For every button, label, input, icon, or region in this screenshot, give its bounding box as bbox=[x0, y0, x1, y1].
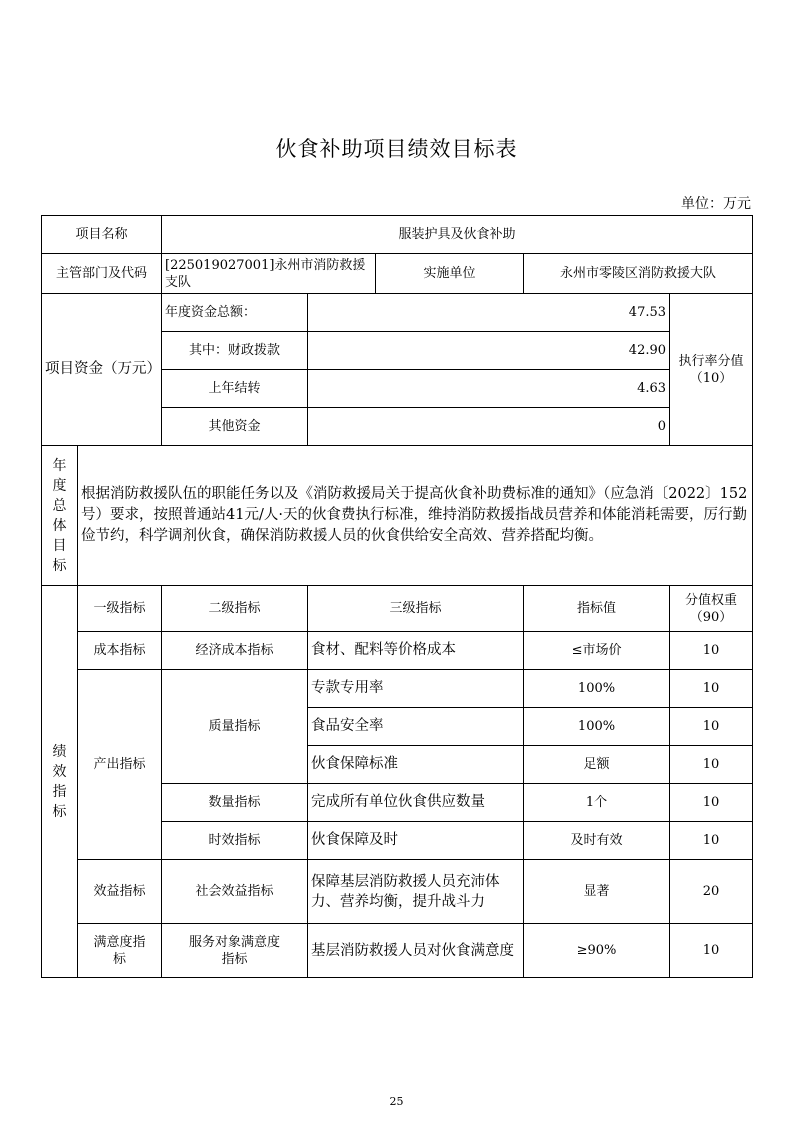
row-l3: 食品安全率 bbox=[308, 708, 524, 746]
row-l3: 食材、配料等价格成本 bbox=[308, 632, 524, 670]
row-l3: 基层消防救援人员对伙食满意度 bbox=[308, 924, 524, 978]
row-weight: 10 bbox=[670, 746, 753, 784]
funds-carryover-value: 4.63 bbox=[308, 370, 670, 408]
impl-unit-value: 永州市零陵区消防救援大队 bbox=[524, 254, 753, 294]
row-value: ≤市场价 bbox=[524, 632, 670, 670]
exec-rate-label: 执行率分值（10） bbox=[670, 294, 753, 446]
funds-total-value: 47.53 bbox=[308, 294, 670, 332]
header-level3: 三级指标 bbox=[308, 586, 524, 632]
row-value: 100% bbox=[524, 670, 670, 708]
dept-label: 主管部门及代码 bbox=[42, 254, 162, 294]
row-l2: 社会效益指标 bbox=[162, 860, 308, 924]
row-weight: 10 bbox=[670, 632, 753, 670]
page-number: 25 bbox=[389, 1095, 404, 1108]
row-l3: 伙食保障标准 bbox=[308, 746, 524, 784]
project-name-value: 服装护具及伙食补助 bbox=[162, 216, 753, 254]
row-weight: 20 bbox=[670, 860, 753, 924]
row-l2: 数量指标 bbox=[162, 784, 308, 822]
performance-target-table bbox=[41, 215, 753, 978]
row-weight: 10 bbox=[670, 924, 753, 978]
funds-other-value: 0 bbox=[308, 408, 670, 446]
row-value: 及时有效 bbox=[524, 822, 670, 860]
row-l2: 经济成本指标 bbox=[162, 632, 308, 670]
row-l1: 满意度指标 bbox=[78, 924, 162, 978]
row-l3: 保障基层消防救援人员充沛体力、营养均衡，提升战斗力 bbox=[308, 860, 524, 924]
row-weight: 10 bbox=[670, 670, 753, 708]
project-name-label: 项目名称 bbox=[42, 216, 162, 254]
row-l3: 完成所有单位伙食供应数量 bbox=[308, 784, 524, 822]
funds-label: 项目资金（万元） bbox=[42, 294, 162, 446]
row-weight: 10 bbox=[670, 822, 753, 860]
row-l1: 效益指标 bbox=[78, 860, 162, 924]
row-value: 100% bbox=[524, 708, 670, 746]
funds-fiscal-value: 42.90 bbox=[308, 332, 670, 370]
header-level2: 二级指标 bbox=[162, 586, 308, 632]
funds-other-label: 其他资金 bbox=[162, 408, 308, 446]
page-title: 伙食补助项目绩效目标表 bbox=[275, 137, 518, 161]
row-value: 足额 bbox=[524, 746, 670, 784]
impl-unit-label: 实施单位 bbox=[376, 254, 524, 294]
annual-goal-text: 根据消防救援队伍的职能任务以及《消防救援局关于提高伙食补助费标准的通知》（应急消〔2022〕152号）要求，按照普通站41元/人·天的伙食费执行标准，维持消防救援指战员营养和体能消耗需要，厉行勤俭节约，科学调剂伙食，确保消防救援人员的伙食供给安全高效、营养搭配均衡。 bbox=[78, 446, 753, 586]
dept-value: [225019027001]永州市消防救援支队 bbox=[162, 254, 376, 294]
row-l2: 时效指标 bbox=[162, 822, 308, 860]
row-l2: 服务对象满意度指标 bbox=[162, 924, 308, 978]
annual-goal-label: 年度总体目标 bbox=[42, 446, 78, 586]
row-l3: 专款专用率 bbox=[308, 670, 524, 708]
funds-total-label: 年度资金总额： bbox=[162, 294, 308, 332]
row-value: ≥90% bbox=[524, 924, 670, 978]
row-l3: 伙食保障及时 bbox=[308, 822, 524, 860]
header-level1: 一级指标 bbox=[78, 586, 162, 632]
funds-fiscal-label: 其中：财政拨款 bbox=[162, 332, 308, 370]
row-weight: 10 bbox=[670, 708, 753, 746]
header-weight: 分值权重（90） bbox=[670, 586, 753, 632]
row-value: 显著 bbox=[524, 860, 670, 924]
header-value: 指标值 bbox=[524, 586, 670, 632]
row-l2: 质量指标 bbox=[162, 670, 308, 784]
funds-carryover-label: 上年结转 bbox=[162, 370, 308, 408]
row-l1: 成本指标 bbox=[78, 632, 162, 670]
row-weight: 10 bbox=[670, 784, 753, 822]
perf-label: 绩效指标 bbox=[42, 586, 78, 978]
unit-label: 单位：万元 bbox=[681, 196, 751, 212]
row-l1: 产出指标 bbox=[78, 670, 162, 860]
row-value: 1个 bbox=[524, 784, 670, 822]
